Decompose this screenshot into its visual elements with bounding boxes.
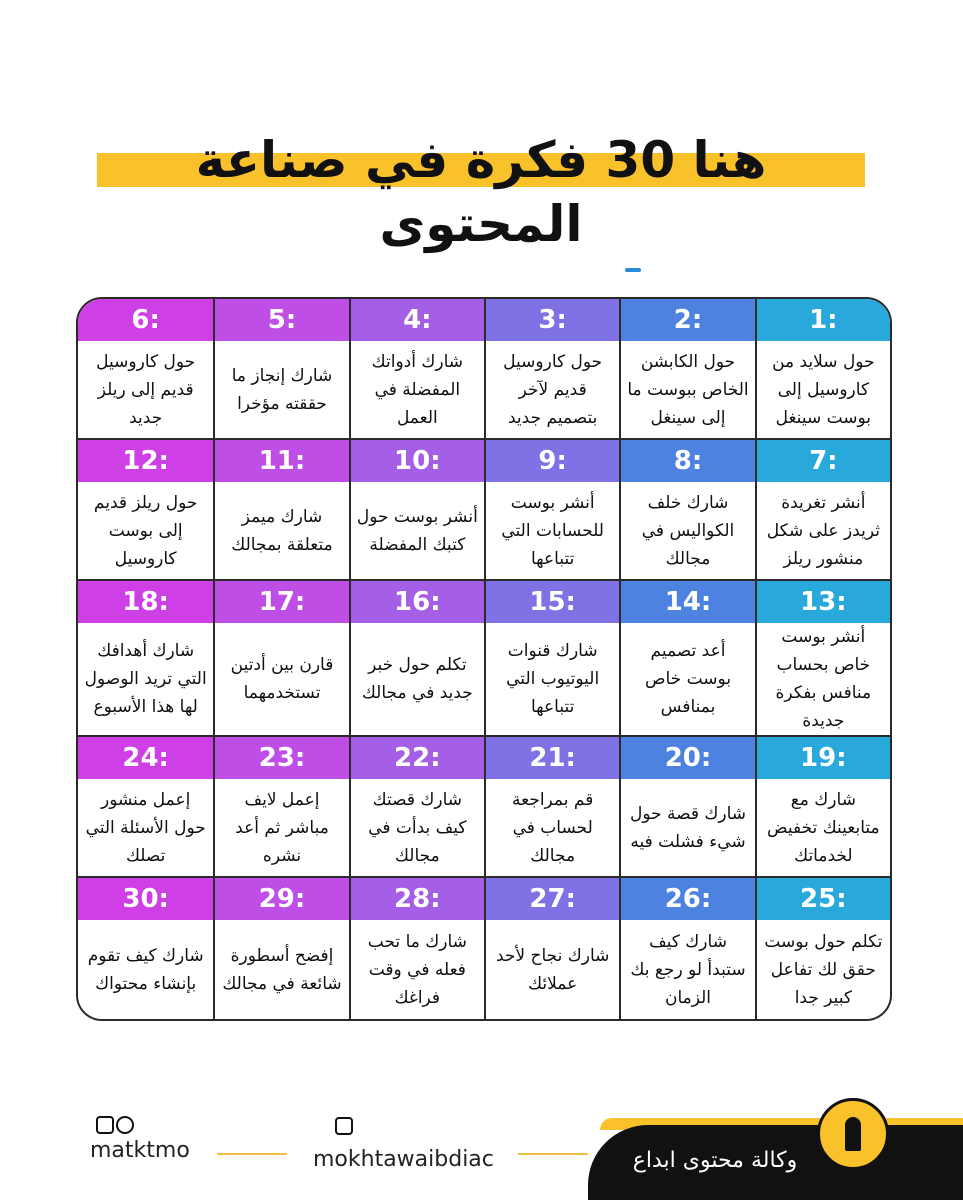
idea-number: 5: — [215, 299, 348, 341]
idea-cell — [349, 299, 484, 440]
idea-number: 10: — [351, 440, 484, 482]
idea-number: 24: — [78, 737, 213, 779]
idea-number: 23: — [215, 737, 348, 779]
logo-mark-icon — [845, 1117, 861, 1151]
idea-text: شارك كيف ستبدأ لو رجع بك الزمان — [630, 931, 746, 1008]
idea-cell — [619, 581, 754, 737]
idea-text: حول كاروسيل قديم إلى ريلز جديد — [96, 351, 196, 428]
idea-cell — [755, 299, 890, 440]
idea-number: 8: — [621, 440, 754, 482]
idea-text: شارك نجاح لأحد عملائك — [495, 945, 610, 994]
idea-number: 17: — [215, 581, 348, 623]
idea-cell — [78, 440, 213, 581]
idea-number: 14: — [621, 581, 754, 623]
idea-cell — [484, 737, 619, 878]
page-title: هنا 30 فكرة في صناعة المحتوى — [195, 131, 767, 253]
idea-number: 22: — [351, 737, 484, 779]
idea-cell — [619, 440, 754, 581]
ideas-grid — [76, 297, 892, 1021]
idea-text: شارك أهدافك التي تريد الوصول لها هذا الأسبوع — [84, 641, 207, 717]
idea-text: حول سلايد من كاروسيل إلى بوست سينغل — [772, 351, 875, 428]
idea-text: شارك قصة حول شيء فشلت فيه — [629, 803, 747, 852]
idea-cell — [213, 440, 348, 581]
idea-number: 9: — [486, 440, 619, 482]
idea-number: 3: — [486, 299, 619, 341]
idea-cell — [213, 878, 348, 1019]
tiktok-icon[interactable] — [116, 1116, 134, 1134]
idea-text: شارك خلف الكواليس في مجالك — [641, 492, 735, 569]
idea-cell — [484, 299, 619, 440]
idea-number: 11: — [215, 440, 348, 482]
idea-text: تكلم حول بوست حقق لك تفاعل كبير جدا — [764, 931, 883, 1008]
idea-number: 21: — [486, 737, 619, 779]
footer-line-right — [518, 1153, 588, 1155]
idea-text: حول ريلز قديم إلى بوست كاروسيل — [93, 492, 198, 569]
agency-logo — [817, 1098, 889, 1170]
idea-text: إعمل لايف مباشر ثم أعد نشره — [235, 789, 329, 866]
idea-text: تكلم حول خبر جديد في مجالك — [361, 655, 473, 703]
idea-cell — [619, 878, 754, 1019]
idea-text: شارك قنوات اليوتيوب التي تتباعها — [506, 641, 600, 717]
footer-line-left — [217, 1153, 287, 1155]
idea-number: 13: — [757, 581, 890, 623]
idea-text: شارك ما تحب فعله في وقت فراغك — [367, 931, 467, 1008]
handle-mid[interactable]: mokhtawaibdiac — [313, 1147, 494, 1172]
idea-number: 6: — [78, 299, 213, 341]
idea-text: قم بمراجعة لحساب في مجالك — [512, 789, 594, 866]
idea-cell — [755, 440, 890, 581]
idea-number: 29: — [215, 878, 348, 920]
idea-number: 15: — [486, 581, 619, 623]
idea-cell — [349, 581, 484, 737]
idea-cell — [484, 878, 619, 1019]
idea-cell — [484, 440, 619, 581]
idea-cell — [78, 878, 213, 1019]
idea-number: 28: — [351, 878, 484, 920]
idea-cell — [755, 878, 890, 1019]
idea-number: 18: — [78, 581, 213, 623]
idea-cell — [619, 737, 754, 878]
idea-cell — [213, 299, 348, 440]
idea-text: شارك أدواتك المفضلة في العمل — [371, 351, 464, 428]
idea-cell — [213, 737, 348, 878]
idea-text: حول كاروسيل قديم لآخر بتصميم جديد — [503, 351, 603, 428]
idea-number: 19: — [757, 737, 890, 779]
idea-text: قارن بين أدتين تستخدمهما — [230, 655, 334, 703]
idea-cell — [484, 581, 619, 737]
instagram-icon[interactable] — [335, 1117, 353, 1135]
idea-text: شارك ميمز متعلقة بمجالك — [231, 506, 333, 555]
idea-text: شارك إنجاز ما حققته مؤخرا — [231, 365, 333, 414]
idea-text: أنشر بوست خاص بحساب منافس بفكرة جديدة — [775, 627, 872, 731]
idea-number: 25: — [757, 878, 890, 920]
decorative-dot — [625, 268, 641, 272]
idea-text: أنشر بوست حول كتبك المفضلة — [356, 506, 478, 555]
idea-number: 4: — [351, 299, 484, 341]
idea-text: أعد تصميم بوست خاص بمنافس — [644, 641, 732, 717]
idea-text: إفضح أسطورة شائعة في مجالك — [222, 945, 342, 994]
idea-cell — [78, 299, 213, 440]
idea-cell — [349, 440, 484, 581]
idea-number: 20: — [621, 737, 754, 779]
idea-cell — [349, 878, 484, 1019]
idea-number: 16: — [351, 581, 484, 623]
idea-cell — [755, 737, 890, 878]
idea-text: شارك كيف تقوم بإنشاء محتواك — [87, 945, 204, 994]
idea-cell — [755, 581, 890, 737]
idea-cell — [349, 737, 484, 878]
idea-number: 30: — [78, 878, 213, 920]
idea-text: شارك مع متابعينك تخفيض لخدماتك — [767, 789, 880, 866]
idea-text: إعمل منشور حول الأسئلة التي تصلك — [85, 789, 206, 866]
agency-name: وكالة محتوى ابداع — [632, 1148, 798, 1173]
idea-cell — [78, 737, 213, 878]
idea-cell — [619, 299, 754, 440]
idea-number: 12: — [78, 440, 213, 482]
idea-text: أنشر بوست للحسابات التي تتباعها — [501, 492, 604, 569]
idea-text: شارك قصتك كيف بدأت في مجالك — [368, 789, 467, 866]
twitter-icon[interactable] — [96, 1116, 114, 1134]
idea-number: 1: — [757, 299, 890, 341]
idea-cell — [78, 581, 213, 737]
idea-cell — [213, 581, 348, 737]
idea-text: حول الكابشن الخاص ببوست ما إلى سينغل — [627, 351, 749, 428]
idea-text: أنشر تغريدة ثريدز على شكل منشور ريلز — [766, 492, 880, 569]
handle-left[interactable]: matktmo — [90, 1138, 190, 1163]
idea-number: 7: — [757, 440, 890, 482]
idea-number: 27: — [486, 878, 619, 920]
idea-number: 2: — [621, 299, 754, 341]
idea-number: 26: — [621, 878, 754, 920]
